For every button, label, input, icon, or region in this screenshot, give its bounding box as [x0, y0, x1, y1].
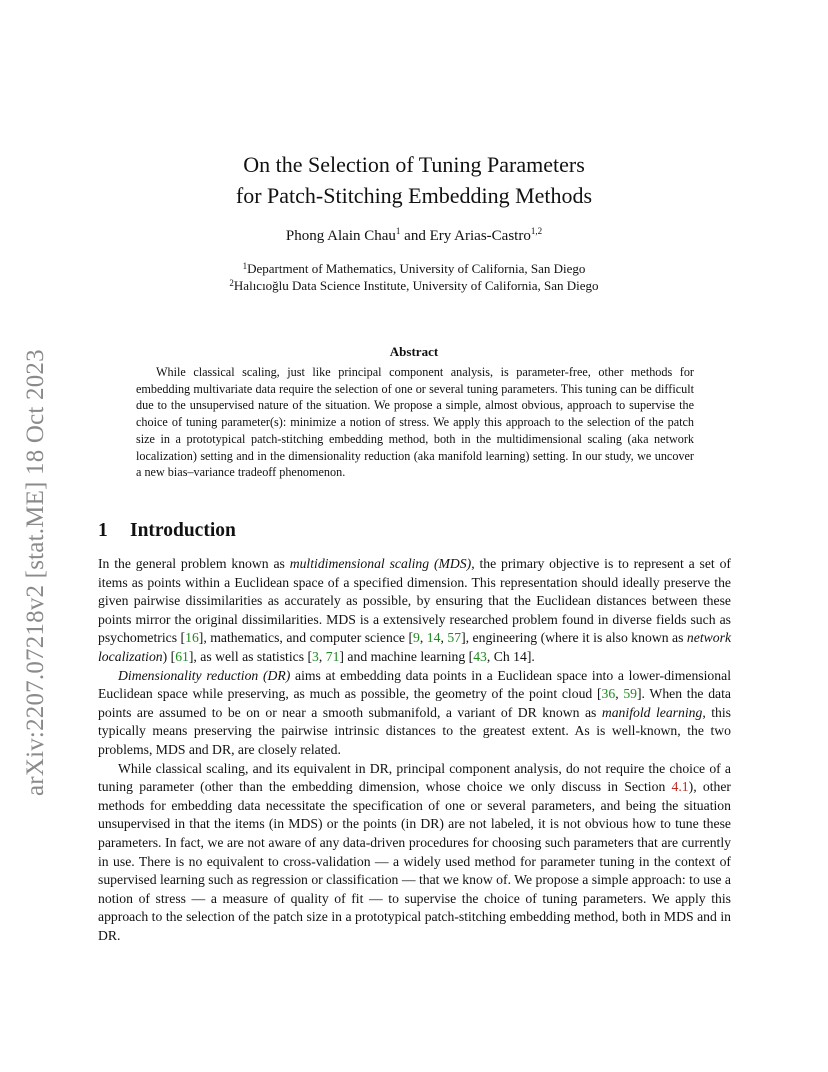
paragraph-text: While classical scaling, and its equivalent in DR, principal component analysis, do not require the choice of a tuning parameter (other than the embedding dimension, whose choice we only discuss in Section [98, 760, 731, 795]
paragraph-text: , this typically means preserving the pairwise intrinsic distances to the greatest extent. As is well-known, the two problems, MDS and DR, are closely related. [98, 704, 731, 757]
author-name: Phong Alain Chau [285, 228, 396, 244]
paragraph-text: ] and machine learning [ [339, 648, 474, 664]
section-title: Introduction [130, 520, 236, 541]
section-number: 1 [98, 520, 108, 541]
emphasis-term: manifold learning [601, 704, 703, 720]
paragraph [98, 667, 731, 760]
affiliation-marker: 1 [242, 261, 248, 271]
emphasis-term: network localization [98, 630, 732, 664]
affiliation-marker: 1 [395, 226, 401, 236]
citation-link[interactable]: 59 [623, 686, 637, 702]
citation-link[interactable]: 9 [413, 630, 420, 646]
section-body [98, 555, 731, 945]
section-heading [98, 520, 236, 542]
abstract-heading: Abstract [389, 344, 439, 359]
paragraph-text: , [615, 686, 624, 702]
affiliation-text: Halıcıoğlu Data Science Institute, University of California, San Diego [233, 278, 599, 293]
citation-link[interactable]: 16 [185, 630, 199, 646]
citation-link[interactable]: 61 [175, 648, 189, 664]
affiliation-line [0, 277, 828, 294]
citation-link[interactable]: 36 [601, 686, 616, 702]
citation-link[interactable]: 3 [312, 648, 319, 664]
paragraph [98, 555, 731, 667]
paragraph-text: , [318, 648, 326, 664]
paragraph-text: In the general problem known as [98, 556, 290, 571]
paragraph-text: aims at embedding data points in a Euclidean space into a lower-dimensional Euclidean space while preserving, as much as possible, the geometry of the point cloud [ [98, 667, 731, 702]
paper-title [0, 149, 828, 211]
emphasis-term: Dimensionality reduction (DR) [118, 667, 291, 683]
affiliation-text: Department of Mathematics, University of California, San Diego [247, 261, 586, 276]
arxiv-identifier-stamp: arXiv:2207.07218v2 [stat.ME] 18 Oct 2023 [22, 349, 49, 796]
citation-link[interactable]: 57 [447, 630, 462, 646]
title-line-2: for Patch-Stitching Embedding Methods [235, 183, 593, 208]
affiliation-marker: 2 [229, 278, 234, 288]
paragraph-text: ]. When the data points are assumed to be on or near a smooth submanifold, a variant of DR known as [98, 686, 731, 720]
emphasis-term: multidimensional scaling (MDS) [289, 556, 472, 571]
paragraph-text: , [440, 630, 448, 646]
author-separator: and [400, 228, 430, 244]
paragraph [98, 760, 731, 946]
citation-link[interactable]: 43 [473, 648, 487, 664]
author-list [0, 228, 828, 245]
title-line-1: On the Selection of Tuning Parameters [243, 152, 585, 177]
paragraph-text: ], as well as statistics [ [188, 648, 313, 664]
abstract-text: While classical scaling, just like principal component analysis, is parameter-free, other methods for embedding multivariate data require the selection of one or several tuning parameters. This tuning can be difficult due to the unsupervised nature of the situation. We propose a simple, almost obvious, approach to supervise the choice of tuning parameter(s): minimize a notion of stress. We apply this approach to the selection of the patch size in a prototypical patch-stitching embedding method, both in the multidimensional scaling (aka network localization) setting and in the dimensionality reduction (aka manifold learning) setting. In our study, we uncover a new bias–variance tradeoff phenomenon. [136, 365, 694, 480]
paragraph-text: , the primary objective is to represent a set of items as points within a Euclidean space of a specified dimension. This representation should ideally preserve the given pairwise dissimilarities as accurately as possible, by ensuring that the Euclidean distances between these points mirror the original dissimilarities. MDS is a extensively researched problem found in diverse fields such as psychometrics [ [98, 556, 731, 646]
affiliation-marker: 1,2 [530, 226, 543, 236]
author-name: Ery Arias-Castro [429, 228, 531, 244]
paragraph-text: , Ch 14]. [486, 648, 535, 664]
citation-link[interactable]: 71 [325, 648, 340, 664]
affiliation-line [0, 260, 828, 277]
paragraph-text: ), other methods for embedding data necessitate the specification of one or several parameters, and being the situation unsupervised in that the items (in MDS) or the points (in DR) are not labeled, it is not obvious how to tune these parameters. In fact, we are not aware of any data-driven procedures for choosing such parameters that are currently in use. There is no equivalent to cross-validation — a widely used method for parameter tuning in the context of supervised learning such as regression or classification — that we know of. We propose a simple approach: to use a notion of stress — a measure of quality of fit — to supervise the choice of tuning parameters. We apply this approach to the selection of the patch size in a prototypical patch-stitching embedding method, both in MDS and in DR. [98, 779, 731, 943]
paragraph-text: ], mathematics, and computer science [ [198, 630, 414, 646]
paragraph-text: ) [ [162, 648, 176, 664]
section-reference-link[interactable]: 4.1 [671, 779, 689, 795]
paragraph-text: , [419, 630, 427, 646]
citation-link[interactable]: 14 [426, 630, 441, 646]
paragraph-text: ], engineering (where it is also known as [461, 630, 687, 646]
affiliation-list [0, 260, 828, 294]
